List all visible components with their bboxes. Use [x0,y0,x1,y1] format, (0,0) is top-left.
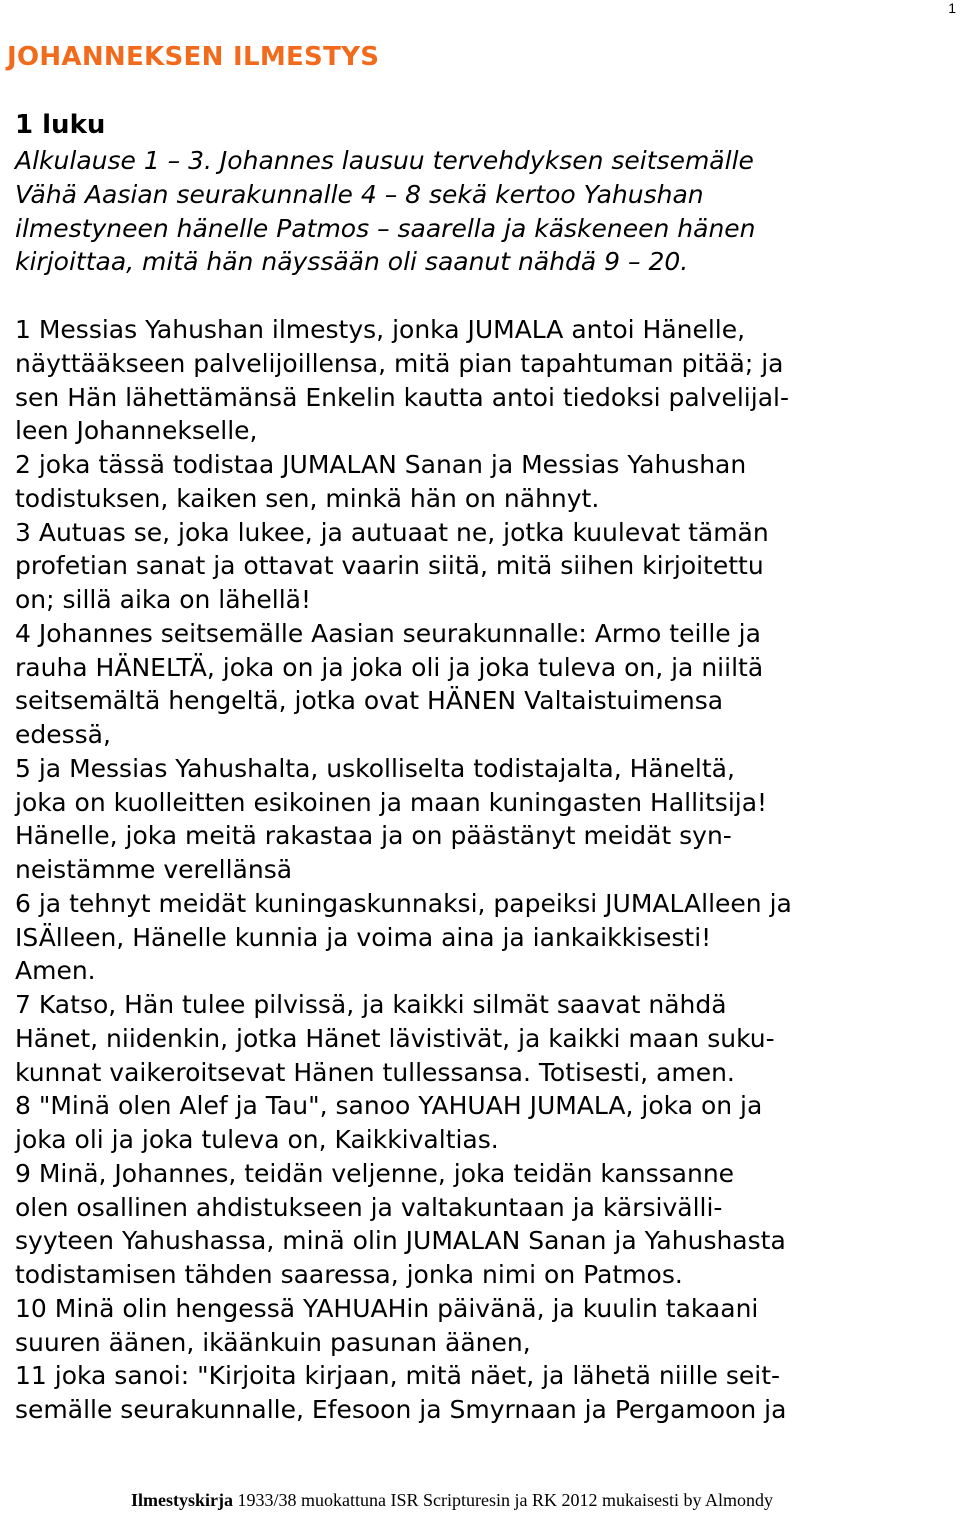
verse-line: 7 Katso, Hän tulee pilvissä, ja kaikki silmät saavat nähdä [15,990,727,1019]
footer-text: 1933/38 muokattuna ISR Scripturesin ja RK 2012 mukaisesti by Almondy [233,1490,773,1510]
verse-line: Amen. [15,956,96,986]
summary-line: kirjoittaa, mitä hän näyssään oli saanut nähdä 9 – 20. [15,247,689,277]
verse-text [15,313,792,1427]
verse-line: neistämme verellänsä [15,855,293,884]
verse-line: Hänelle, joka meitä rakastaa ja on päästänyt meidät syn- [15,821,732,851]
book-title: JOHANNEKSEN ILMESTYS [7,42,380,72]
verse-line: edessä, [15,720,111,749]
verse-line: 8 "Minä olen Alef ja Tau", sanoo YAHUAH JUMALA, joka on ja [15,1091,763,1121]
verse-line: leen Johannekselle, [15,416,258,446]
verse-line: ISÄlleen, Hänelle kunnia ja voima aina ja iankaikkisesti! [15,922,712,952]
verse-line: 3 Autuas se, joka lukee, ja autuaat ne, jotka kuulevat tämän [15,517,769,547]
chapter-summary [15,144,756,279]
verse-line: semälle seurakunnalle, Efesoon ja Smyrnaan ja Pergamoon ja [15,1395,787,1424]
verse-line: 5 ja Messias Yahushalta, uskolliselta todistajalta, Häneltä, [15,753,735,783]
verse-line: seitsemältä hengeltä, jotka ovat HÄNEN Valtaistuimensa [15,686,724,716]
verse-line: syyteen Yahushassa, minä olin JUMALAN Sanan ja Yahushasta [15,1226,786,1256]
verse-line: rauha HÄNELTÄ, joka on ja joka oli ja joka tuleva on, ja niiltä [15,652,764,682]
verse-line: 10 Minä olin hengessä YAHUAHin päivänä, ja kuulin takaani [15,1293,759,1323]
summary-line: Vähä Aasian seurakunnalle 4 – 8 sekä kertoo Yahushan [15,179,704,209]
verse-line: Hänet, niidenkin, jotka Hänet lävistivät, ja kaikki maan suku- [15,1023,775,1053]
verse-line: 9 Minä, Johannes, teidän veljenne, joka teidän kanssanne [15,1158,735,1188]
footer-book-name: Ilmestyskirja [131,1490,233,1510]
page-number: 1 [948,0,956,16]
verse-line: joka oli ja joka tuleva on, Kaikkivaltias. [15,1125,499,1154]
verse-line: kunnat vaikeroitsevat Hänen tullessansa. Totisesti, amen. [15,1057,735,1087]
verse-line: sen Hän lähettämänsä Enkelin kautta antoi tiedoksi palvelijal- [15,382,789,412]
verse-line: näyttääkseen palvelijoillensa, mitä pian tapahtuman pitää; ja [15,348,784,378]
verse-line: 4 Johannes seitsemälle Aasian seurakunnalle: Armo teille ja [15,618,761,648]
verse-line: 11 joka sanoi: "Kirjoita kirjaan, mitä näet, ja lähetä niille seit- [15,1361,781,1391]
summary-line: ilmestyneen hänelle Patmos – saarella ja käskeneen hänen [15,213,756,243]
chapter-heading: 1 luku [15,110,106,140]
verse-line: suuren äänen, ikäänkuin pasunan äänen, [15,1327,531,1357]
verse-line: on; sillä aika on lähellä! [15,585,312,614]
summary-line: Alkulause 1 – 3. Johannes lausuu tervehdyksen seitsemälle [15,146,754,175]
verse-line: 2 joka tässä todistaa JUMALAN Sanan ja Messias Yahushan [15,450,747,479]
verse-line: joka on kuolleitten esikoinen ja maan kuningasten Hallitsija! [15,787,768,817]
page-footer [131,1490,773,1511]
verse-line: todistamisen tähden saaressa, jonka nimi on Patmos. [15,1260,683,1289]
verse-line: 6 ja tehnyt meidät kuningaskunnaksi, papeiksi JUMALAlleen ja [15,888,792,918]
verse-line: profetian sanat ja ottavat vaarin siitä, mitä siihen kirjoitettu [15,551,764,581]
verse-line: 1 Messias Yahushan ilmestys, jonka JUMALA antoi Hänelle, [15,315,746,344]
verse-line: olen osallinen ahdistukseen ja valtakuntaan ja kärsivälli- [15,1192,723,1222]
verse-line: todistuksen, kaiken sen, minkä hän on nähnyt. [15,483,600,513]
